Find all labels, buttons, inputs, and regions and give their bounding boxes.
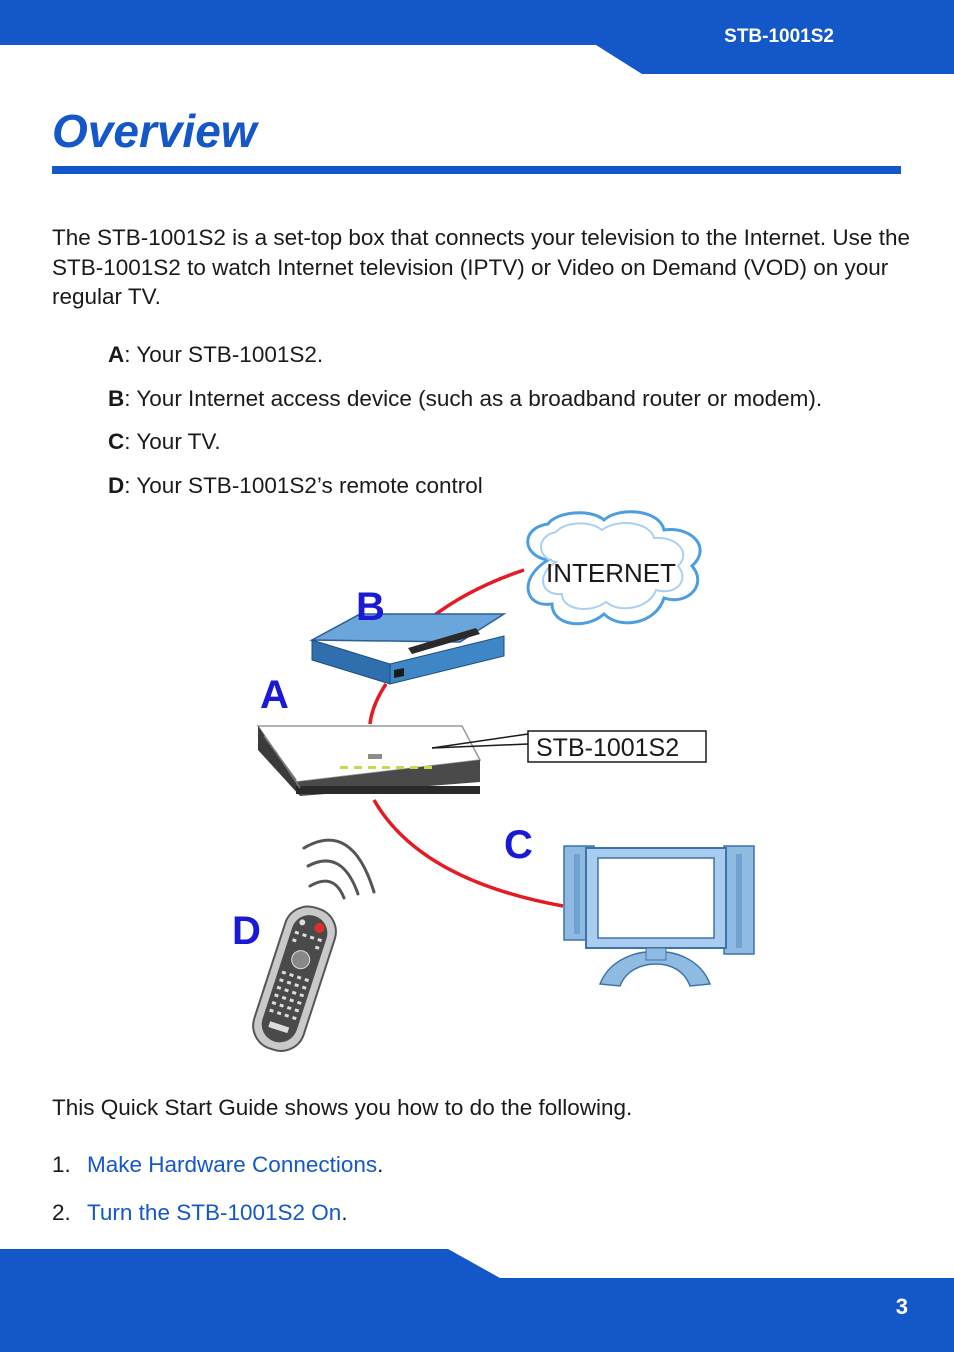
step-tail: . (341, 1200, 348, 1225)
page-number: 3 (895, 1294, 908, 1319)
step-number: 2. (52, 1200, 71, 1225)
step-link-hardware-connections[interactable]: Make Hardware Connections (87, 1152, 378, 1177)
cable-internet-router (432, 570, 524, 617)
legend-key: A (108, 342, 125, 367)
remote-control-icon (247, 900, 342, 1057)
step-link-turn-on[interactable]: Turn the STB-1001S2 On (87, 1200, 342, 1225)
header-product-name: STB-1001S2 (724, 26, 834, 47)
label-tv-c: C (504, 823, 533, 867)
step-number: 1. (52, 1152, 71, 1177)
guide-step-list (52, 1150, 383, 1246)
legend-item (108, 384, 928, 428)
internet-cloud-label: INTERNET (546, 558, 676, 588)
label-router-b: B (356, 585, 385, 629)
intro-paragraph: The STB-1001S2 is a set-top box that connects your television to the Internet. Use the STB-1001S2 to watch Internet television (IPTV) or Video on Demand (VOD) on your regular TV. (52, 225, 910, 309)
guide-step (52, 1150, 383, 1198)
cable-router-stb (370, 684, 386, 724)
legend-item (108, 427, 928, 471)
cable-stb-tv (374, 800, 563, 906)
connection-diagram (0, 505, 954, 1065)
legend-text: : Your STB-1001S2’s remote control (124, 472, 483, 498)
guide-step (52, 1198, 383, 1246)
title-underline (52, 166, 901, 174)
router-icon (312, 614, 504, 684)
legend-key: C (108, 429, 125, 454)
label-remote-d: D (232, 909, 261, 953)
legend-text: : Your TV. (124, 429, 221, 454)
callout-label: STB-1001S2 (536, 734, 680, 762)
page-title: Overview (52, 105, 257, 157)
legend-item (108, 340, 928, 384)
signal-waves-icon (304, 840, 374, 898)
step-tail: . (377, 1152, 384, 1177)
set-top-box-icon (258, 726, 480, 796)
legend-key: D (108, 472, 125, 498)
guide-lead-text: This Quick Start Guide shows you how to do the following. (52, 1095, 633, 1120)
diagram-legend (108, 340, 928, 514)
tv-icon (564, 846, 754, 986)
legend-key: B (108, 385, 125, 411)
label-stb-a: A (260, 673, 289, 717)
legend-text: : Your Internet access device (such as a broadband router or modem). (124, 385, 823, 411)
legend-text: : Your STB-1001S2. (124, 342, 324, 367)
footer-band (0, 1248, 954, 1352)
